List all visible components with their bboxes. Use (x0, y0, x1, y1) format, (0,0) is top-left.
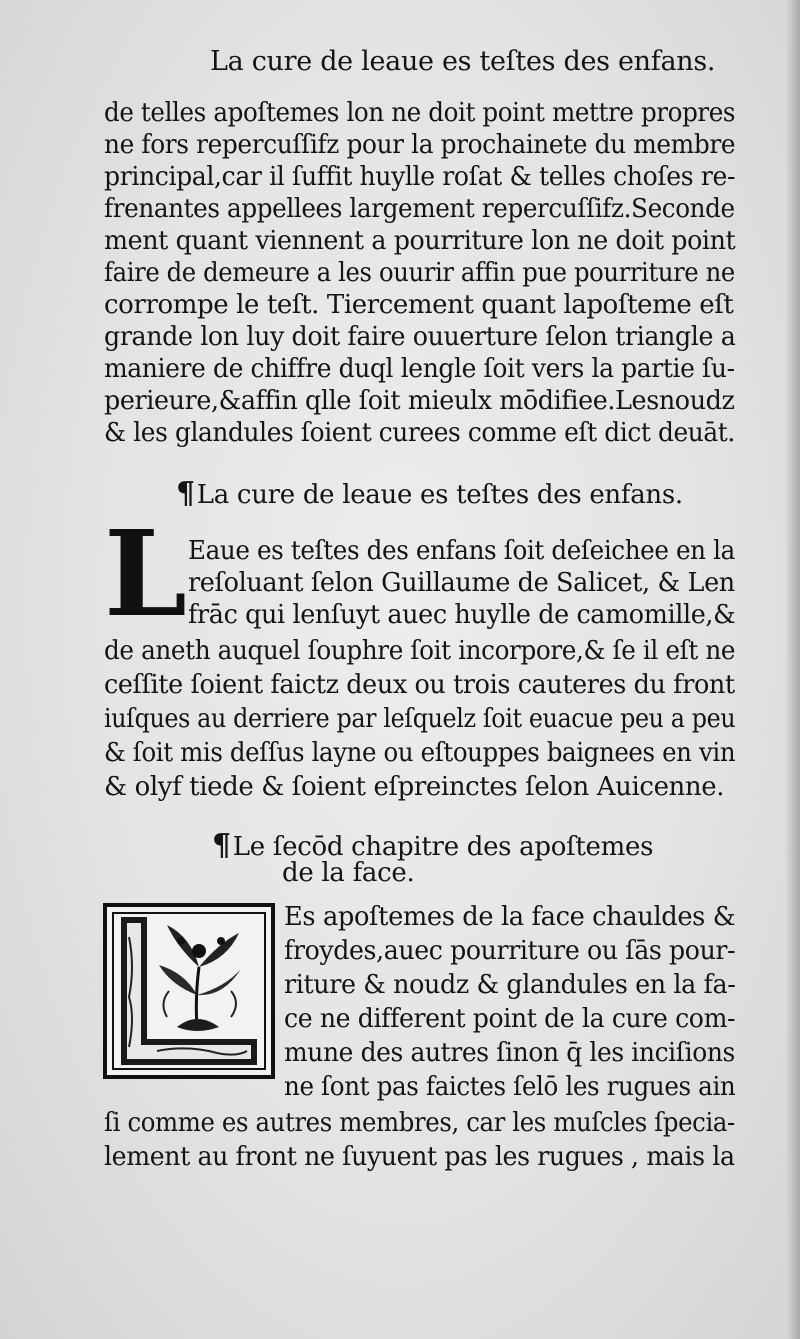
text-line: perieure,&affin qlle ſoit mieulx mōdifiee.Lesnoudz (104, 386, 735, 416)
text-line: & ſoit mis deſſus layne ou eſtouppes baignees en vin (104, 738, 736, 768)
text-line: ſi comme es autres membres, car les muſcles ſpecia- (104, 1108, 735, 1138)
pilcrow-mark: ¶ (176, 476, 195, 511)
chapter-heading-line-1: Le ſecōd chapitre des apoſtemes (232, 832, 654, 862)
text-line: & olyf tiede & ſoient eſpreinctes ſelon Auicenne. (104, 772, 725, 802)
drop-capital: L (104, 504, 187, 643)
ornamental-initial-woodcut (103, 903, 275, 1079)
text-line: riture & noudz & glandules en la fa- (284, 970, 736, 1000)
text-line: ne fors repercuſſifz pour la prochainete du membre (104, 130, 736, 160)
text-line: iuſques au derriere par leſquelz ſoit euacue peu a peu (104, 704, 736, 734)
text-line: de aneth auquel ſouphre ſoit incorpore,& ſe il eſt ne (104, 636, 736, 666)
text-line: ceſſite ſoient faictz deux ou trois cauteres du front (104, 670, 735, 700)
text-line: principal,car il ſuffit huylle roſat & telles choſes re- (104, 162, 736, 192)
text-line: ment quant viennent a pourriture lon ne doit point (104, 226, 736, 256)
text-line: & les glandules ſoient curees comme eſt dict deuāt. (104, 418, 735, 448)
pilcrow-mark: ¶ (212, 828, 231, 863)
text-line: reſoluant ſelon Guillaume de Salicet, & Len (188, 568, 735, 598)
running-header: La cure de leaue es teſtes des enfans. (210, 46, 716, 77)
text-line: maniere de chiffre duql lengle ſoit vers la partie ſu- (104, 354, 735, 384)
text-line: frenantes appellees largement repercuſſifz.Seconde (104, 194, 735, 224)
text-line: froydes,auec pourriture ou ſās pour- (284, 936, 736, 966)
chapter-heading (212, 828, 653, 863)
floral-ornament-icon (107, 907, 271, 1075)
section-heading (176, 476, 683, 511)
text-line: frāc qui lenſuyt auec huylle de camomille,& (188, 600, 736, 630)
text-line: grande lon luy doit faire ouuerture ſelon triangle a (104, 322, 736, 352)
text-line: corrompe le teſt. Tiercement quant lapoſteme eſt (104, 290, 734, 320)
chapter-heading-line-2: de la face. (282, 858, 415, 888)
text-line: de telles apoſtemes lon ne doit point mettre propres (104, 98, 736, 128)
page-edge-shadow (786, 0, 800, 1339)
text-line: ne ſont pas faictes ſelō les rugues ain (284, 1072, 736, 1102)
text-line: ce ne different point de la cure com- (284, 1004, 736, 1034)
section-heading-text: La cure de leaue es teſtes des enfans. (196, 480, 683, 510)
text-line: faire de demeure a les ouurir affin pue pourriture ne (104, 258, 735, 288)
text-line: mune des autres ſinon q̄ les inciſions (284, 1038, 735, 1068)
text-line: Eaue es teſtes des enfans ſoit deſeichee en la (188, 536, 735, 566)
text-line: Es apoſtemes de la face chauldes & (284, 902, 736, 932)
text-line: lement au front ne ſuyuent pas les rugues , mais la (104, 1142, 735, 1172)
